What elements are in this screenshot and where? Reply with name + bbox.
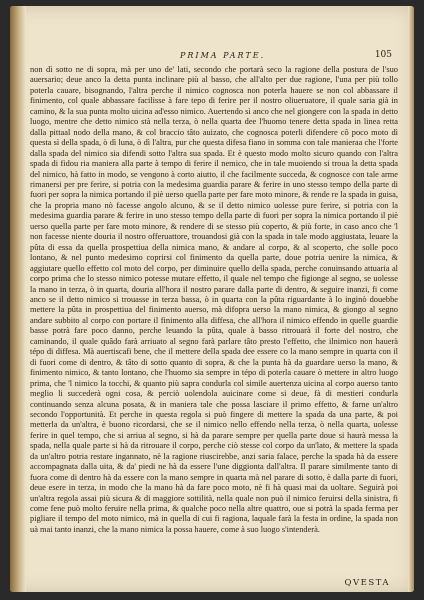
book-page: [10, 6, 414, 592]
page-gutter: [10, 6, 26, 592]
body-text: non dì sotto ne di sopra, mà per uno de' lati, secondo che portarà seco la ragione della postura de l'suo auersario; deue anco la detta punta inclinare più al basso, che all'alto per due ragione, l'una per più tollo poterla cauare, bisognando, l'altra perche il nimico cognosca non poterla hauere se non col abbassare il finimento, col quale abbassare facilisse à fare tepo di ferire per il nostro oliueruatore, il quale saria già in camino, & la sua punta molto uicina ad'esso nimico. Auertendo sì anco che nel giongere con la spada in detto luogo, mentre che detto nimico stà nella terza, ò nella quarta dee l'huomo tenere detta spada in linea retta dalla pittaal nodo della mano, & col braccio tâto auizato, che cognosca poterli difendere cô poco moto dì questa sì della spada, ò dì luna, ò dì l'altra, pur che questa difesa fiano in somma con tale manieraa che l'forte dalla spada del nimico sia difendi sotto l'altra sua spada. Et è questo modo molto sicuro quando con l'altra spada di fidou ria maniera alla parte à tempo di ferire il nemico, che in tale muoiendo si troua la detta spada del nimico, hà fatto in modo, se vengono à corto aiutto, il che facilmente succeda, & cognosce con tale arme rimanersi per pre ferire, si potria con la medesima guardia parare & ferire in uno stesso tempo della parte di fuori per sopra la nimica portando il piè uerso quella parte per fare moto minore, & rende re la spada in guisa, che la propria mano nò facesse angolo alcuno, & se il detto nimico uolesse pure ferire, si potria con la medesima guardia parare & ferire in uno stesso tempo della parte di fuori per sopra la nimica portando il piè uerso quella parte per fare moto minore, & rendere di se stesso più coperto, & più forte, in caso anco che 'l non facesse niente douria il nostro offeruattore, trouandosi già con la spada in tale modo aggiustata, leuare la pûta di essa da quella prospettiua della nimica mano, & andare al corpo, & al scoperto, che solle poco lontano, & nel punto medesimo coprirsi col finimento da quella parte, doue potria uenire la nimica, & aggiutare quello effetto col moto del corpo, per diminuire quello della spada, perche conuinsando attuaria al corpo prima che lo stesso nimico potesse mutare effetto, il quale nel tempo che figionge al segno, se uolesse la mano in terza, ò in quarta, douria all'hora il nostro parare dalla parte di dentro, & seguire inanzi, fi come anco se il detto nimico si trouasse in terza bassa, ò in quarta con la pûta riguardante à lo inginò douebbe mettere la pûta in prospettiua del finimento auerso, mà difopra uerso la mano nimica, & giongo al segno andare subbito al corpo con portare il finimento alla diffesa, che all'hora il nimico effendo in quelle guardie basse potrà fare poco danno, perche leuando la pûta, quale à basso ritrouarà il forte del nostro, che caminando, il quale quâdo farà arriuato al segno farà parlare tâto presto l'effetto, che ilnimico non hauerà tépo di diffesa. Mà auertiscafi bene, che il mettere della spada dee essere co la mano sempre in quarta con il di fuori come di dentro, & tâto di sotto quanto di sopra, & che la punta hà da guardare uerso la mano, & finimento nimico, & tanto lontano, che l'huomo sia sempre in tépo di poterla cauare ò mettere in altro luogo prima, che 'l nimico la tocchi, & quanto più sapra condurla col simile auertenza uicina al corpo auerso tanto meglio li succederà ogni cosa, & perciò uolendola auicinare come si deue, fà di mestieri condurla continuando senza alcuna posata, & in maniera tale che possa lasciare il primo effetto, & farne un'altro secondo l'opportunità. Et perche in questa regola si può fingere di mettere la spada da una parte, & poi metterla da un'altra, è buono ricordarsi, che se il nimico nello effendo nella terza, ò nella quarta, uolesse ferire in quel tempo, che si arriua al segno, si hà da parare sempre per quella parte doue si haurà messa la spada, nella quale parte si hà da ritrouare il corpo, perche ciò stesse col corpo da un'lato, & mettere la spada da un'altro potria restare ingannato, nè la ragione riuscirebbe, anzi saria falace, perche la spada hà da essere accompagnata dalla uita, & da' piedi ne hà da essere l'une diggionta dall'altra. Il parare similmente tanto di fuora come di dentro hà da essere con la mano sempre in quarta mà nel parare di sotto, è dalla parte di fuori, deue esere in terza, in modo che la mano hà da fare poco moto, nè fi hà quasi mai da uoltare. Seguirà poi un'altra regola assai più sicura & di maggiore sottilità, nella quale non può il nimico feruirsi della sinistra, fi come fene può molto feruire nella prima, & qualche poco nella altre quattro, oue si potrà la spada ferma per pigliare il tempo del moto nimico, mà in quella di cui fi ragiona, laquale farà la festa in ordine, la spada non uà mai tanto inanzi, che la mano nimica la possa hauere, come à suo luogo s'intenderà.: [30, 65, 398, 534]
running-head: PRIMA PARTE.: [180, 51, 266, 60]
page-edge: [408, 6, 414, 592]
page-header: [30, 51, 398, 63]
page-number: 105: [374, 50, 392, 60]
catchword: QVESTA: [344, 578, 390, 588]
